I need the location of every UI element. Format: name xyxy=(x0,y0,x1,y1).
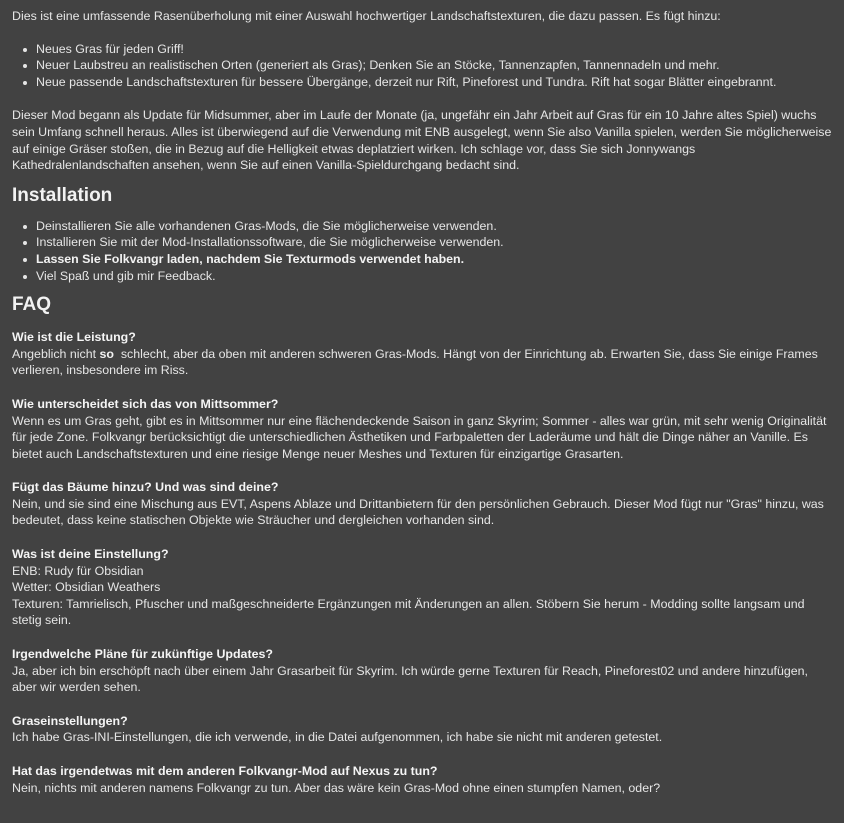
faq-question: Wie ist die Leistung? xyxy=(12,330,136,345)
faq-question: Irgendwelche Pläne für zukünftige Updates? xyxy=(12,647,273,662)
faq-question: Wie unterscheidet sich das von Mittsommer? xyxy=(12,396,279,411)
install-step: Installieren Sie mit der Mod-Installationssoftware, die Sie möglicherweise verwenden. xyxy=(36,234,832,251)
faq-question: Fügt das Bäume hinzu? Und was sind deine? xyxy=(12,480,279,495)
faq-item-setup xyxy=(12,546,832,629)
description-text: Dieser Mod begann als Update für Midsummer, aber im Laufe der Monate (ja, ungefähr ein Jahr Arbeit auf Gras für ein 10 Jahre altes Spiel) wuchs sein Umfang schnell heraus. Alles ist überwiegend auf die Verwendung mit ENB ausgelegt, wenn Sie also Vanilla spielen, werden Sie möglicherweise auf einige Gräser stoßen, die in Bezug auf die Helligkeit etwas deplatziert wirken. Ich schlage vor, dass Sie sich Jonnywangs Kathedralenlandschaften ansehen, wenn Sie auf einen Vanilla-Spieldurchgang bedacht sind. xyxy=(12,108,832,173)
faq-answer xyxy=(12,346,832,379)
install-step: Lassen Sie Folkvangr laden, nachdem Sie Texturmods verwendet haben. xyxy=(36,251,832,268)
faq-answer: Wenn es um Gras geht, gibt es in Mittsommer nur eine flächendeckende Saison in ganz Skyrim; Sommer - alles war grün, mit sehr wenig Originalität für jede Zone. Folkvangr berücksichtigt die unterschiedlichen Ästhetiken und Farbpaletten der Laderäume und hält die Dinge näher an Vanille. Es bietet auch Landschaftstexturen und eine riesige Menge neuer Meshes und Texturen für einzigartige Grasarten. xyxy=(12,413,827,461)
feature-list xyxy=(12,41,832,91)
faq-answer-line: ENB: Rudy für Obsidian xyxy=(12,563,144,578)
installation-heading: Installation xyxy=(12,184,113,206)
faq-item-updates xyxy=(12,646,832,696)
faq-question: Graseinstellungen? xyxy=(12,713,128,728)
answer-text: schlecht, aber da oben mit anderen schweren Gras-Mods. Hängt von der Einrichtung ab. Erwarten Sie, dass Sie einige Frames verlieren, insbesondere im Riss. xyxy=(12,346,822,378)
faq-item-performance xyxy=(12,329,832,379)
faq-heading: FAQ xyxy=(12,294,52,316)
faq-answer: Nein, nichts mit anderen namens Folkvangr zu tun. Aber das wäre kein Gras-Mod ohne einen stumpfen Namen, oder? xyxy=(12,780,661,795)
answer-text: Angeblich nicht xyxy=(12,346,100,361)
faq-item-trees xyxy=(12,479,832,529)
faq-answer-line: Wetter: Obsidian Weathers xyxy=(12,580,161,595)
install-step: Deinstallieren Sie alle vorhandenen Gras-Mods, die Sie möglicherweise verwenden. xyxy=(36,218,832,235)
faq-answer-line: Texturen: Tamrielisch, Pfuscher und maßgeschneiderte Ergänzungen mit Änderungen an allen. Stöbern Sie herum - Modding sollte langsam und stetig sein. xyxy=(12,596,805,628)
feature-item: Neues Gras für jeden Griff! xyxy=(36,41,832,58)
intro-text: Dies ist eine umfassende Rasenüberholung mit einer Auswahl hochwertiger Landschaftstexturen, die dazu passen. Es fügt hinzu: xyxy=(12,9,721,23)
faq-item-other-mod xyxy=(12,763,832,796)
faq-answer: Ja, aber ich bin erschöpft nach über einem Jahr Grasarbeit für Skyrim. Ich würde gerne Texturen für Reach, Pineforest02 und andere hinzufügen, aber wir werden sehen. xyxy=(12,663,808,695)
install-step: Viel Spaß und gib mir Feedback. xyxy=(36,268,832,285)
feature-item: Neuer Laubstreu an realistischen Orten (generiert als Gras); Denken Sie an Stöcke, Tannenzapfen, Tannennadeln und mehr. xyxy=(36,57,832,74)
emphasis-text: so xyxy=(99,346,114,361)
faq-question: Was ist deine Einstellung? xyxy=(12,547,169,562)
faq-question: Hat das irgendetwas mit dem anderen Folkvangr-Mod auf Nexus zu tun? xyxy=(12,764,438,778)
faq-item-grass-settings xyxy=(12,713,832,746)
faq-item-midsummer xyxy=(12,396,832,462)
faq-answer: Ich habe Gras-INI-Einstellungen, die ich verwende, in die Datei aufgenommen, ich habe sie nicht mit anderen getestet. xyxy=(12,730,663,745)
installation-steps xyxy=(12,218,832,284)
feature-item: Neue passende Landschaftstexturen für bessere Übergänge, derzeit nur Rift, Pineforest und Tundra. Rift hat sogar Blätter eingebrannt. xyxy=(36,74,832,91)
faq-answer: Nein, und sie sind eine Mischung aus EVT, Aspens Ablaze und Drittanbietern für den persönlichen Gebrauch. Dieser Mod fügt nur "Gras" hinzu, was bedeutet, dass keine statischen Objekte wie Sträucher und dergleichen vorhanden sind. xyxy=(12,496,824,528)
